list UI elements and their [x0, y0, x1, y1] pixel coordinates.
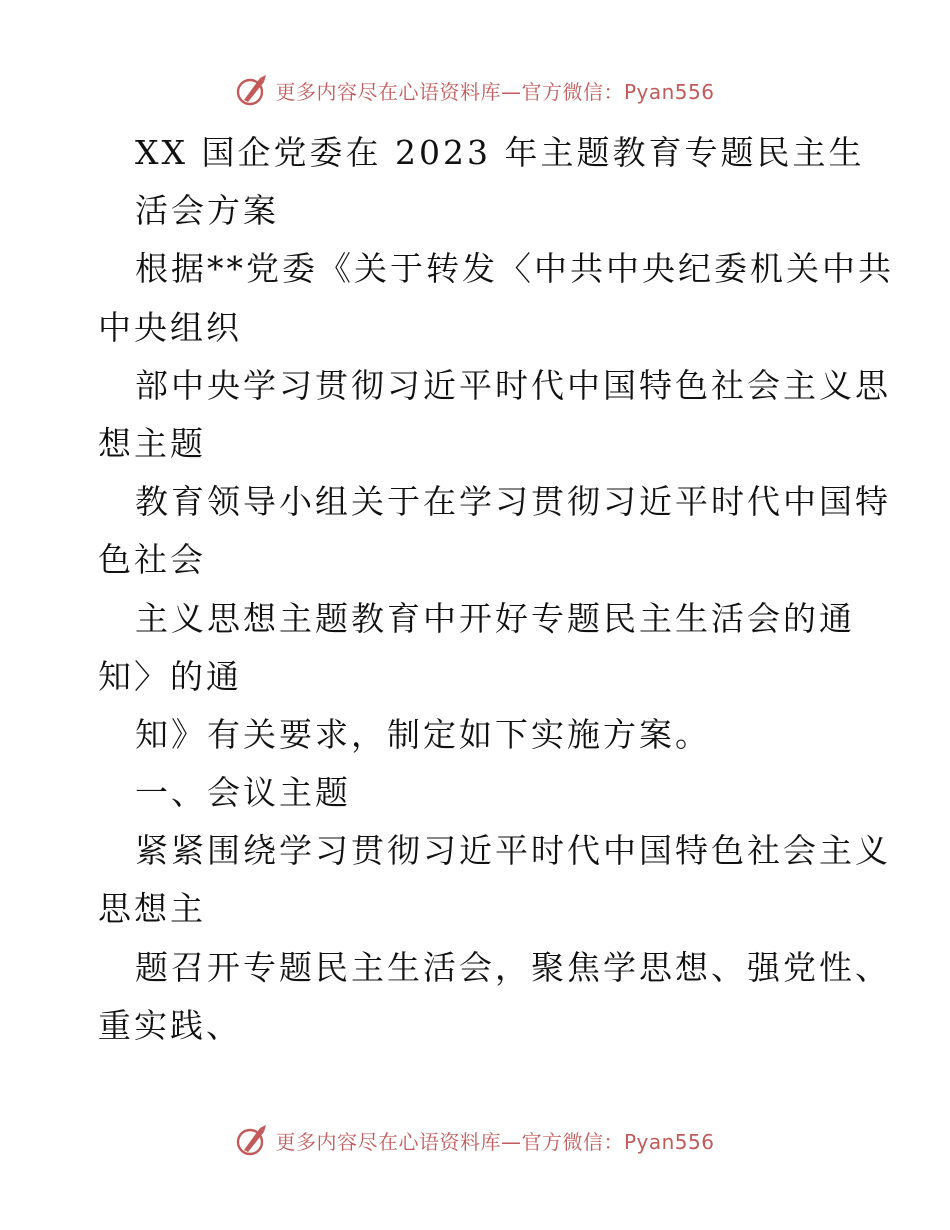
doc-line: 色社会 [98, 540, 206, 580]
quill-logo-icon [235, 1123, 269, 1157]
section-heading: 一、会议主题 [135, 773, 351, 813]
doc-line: 知》有关要求，制定如下实施方案。 [135, 714, 711, 754]
doc-line: 根据**党委《关于转发〈中共中央纪委机关中共 [135, 249, 894, 289]
doc-line: 紧紧围绕学习贯彻习近平时代中国特色社会主义 [135, 831, 891, 871]
doc-line: 中央组织 [98, 307, 242, 347]
doc-line: 思想主 [98, 889, 206, 929]
header-watermark [0, 70, 950, 110]
doc-line: 部中央学习贯彻习近平时代中国特色社会主义思 [135, 365, 891, 405]
watermark-text: 更多内容尽在心语资料库—官方微信：Pyan556 [275, 1129, 715, 1154]
doc-line: 教育领导小组关于在学习贯彻习近平时代中国特 [135, 482, 891, 522]
doc-line: 知〉的通 [98, 656, 242, 696]
doc-line: 重实践、 [98, 1005, 242, 1045]
watermark-text: 更多内容尽在心语资料库—官方微信：Pyan556 [275, 79, 715, 104]
doc-line: 活会方案 [135, 191, 279, 231]
doc-line: XX 国企党委在 2023 年主题教育专题民主生 [135, 133, 865, 172]
doc-line: 主义思想主题教育中开好专题民主生活会的通 [135, 598, 855, 638]
doc-line: 想主题 [98, 423, 206, 463]
document-body [98, 124, 894, 1055]
quill-logo-icon [235, 73, 269, 107]
footer-watermark [0, 1120, 950, 1160]
doc-line: 题召开专题民主生活会，聚焦学思想、强党性、 [135, 947, 891, 987]
